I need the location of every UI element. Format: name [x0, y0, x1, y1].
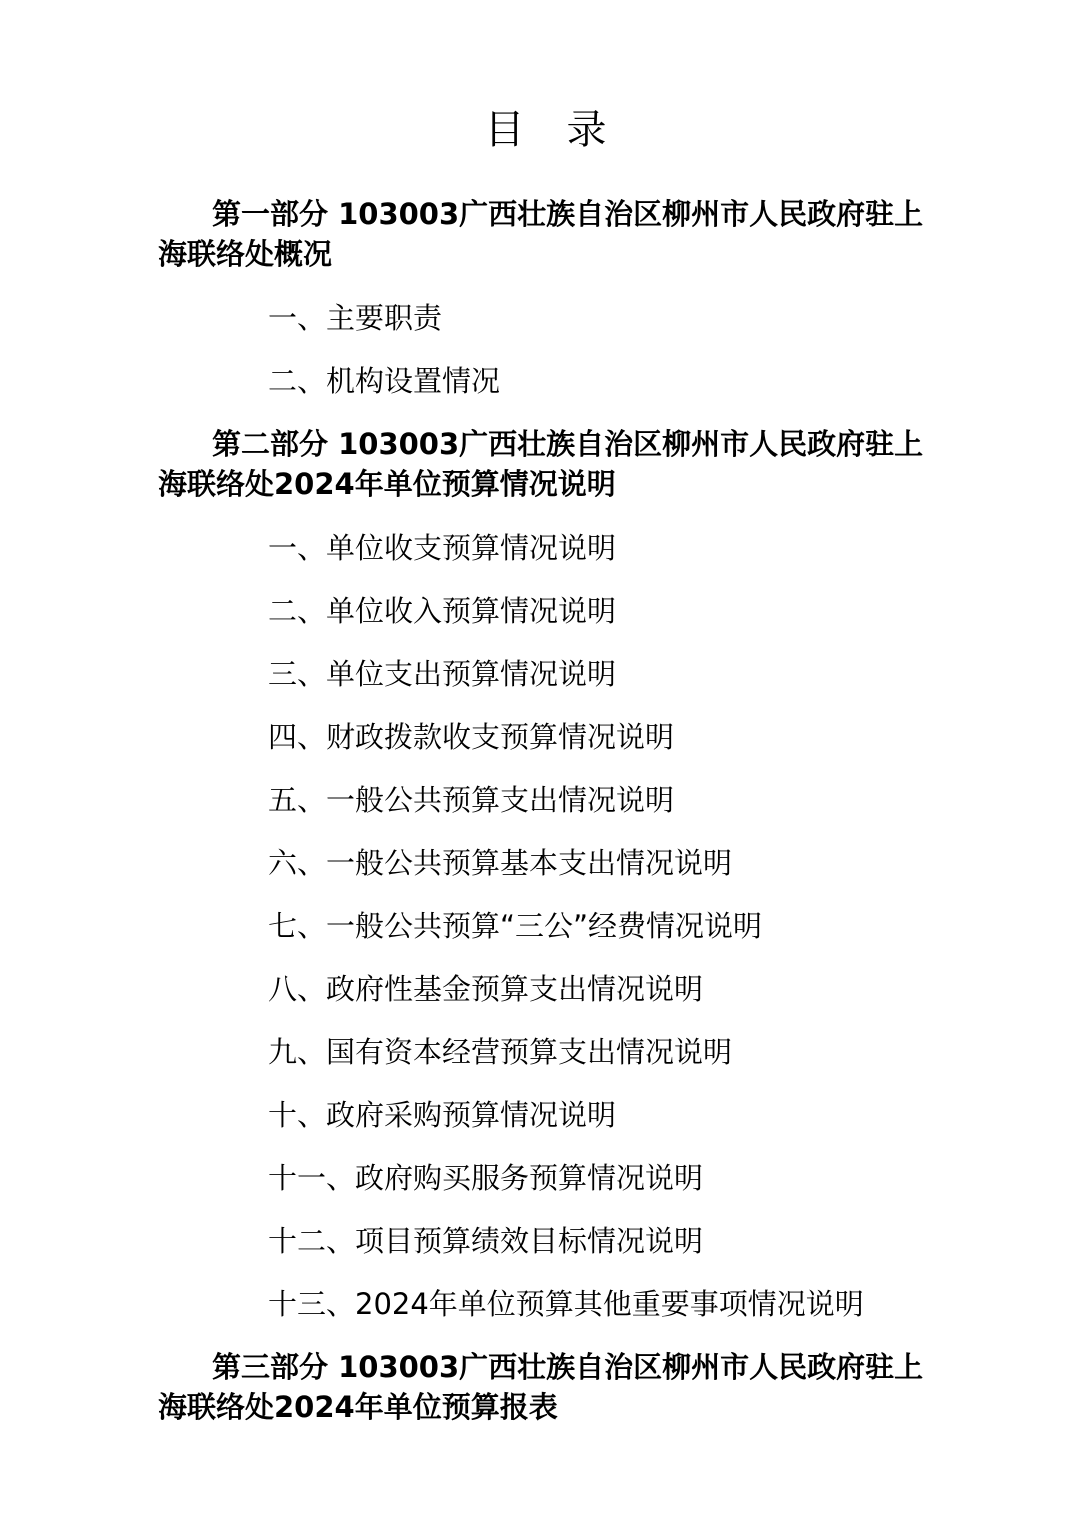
toc-item: 十一、政府购买服务预算情况说明 — [268, 1161, 704, 1195]
toc-item: 三、单位支出预算情况说明 — [268, 657, 617, 691]
section-3-heading: 第三部分 103003广西壮族自治区柳州市人民政府驻上海联络处2024年单位预算报表 — [158, 1350, 924, 1424]
toc-item: 二、机构设置情况 — [268, 364, 501, 398]
toc-item: 十、政府采购预算情况说明 — [268, 1098, 617, 1132]
section-1-heading: 第一部分 103003广西壮族自治区柳州市人民政府驻上海联络处概况 — [158, 197, 924, 271]
toc-item: 一、主要职责 — [268, 301, 443, 335]
toc-item: 五、一般公共预算支出情况说明 — [268, 783, 675, 817]
page-title: 目 录 — [484, 107, 608, 153]
toc-item: 十二、项目预算绩效目标情况说明 — [268, 1224, 704, 1258]
toc-item: 四、财政拨款收支预算情况说明 — [268, 720, 675, 754]
toc-item: 七、一般公共预算“三公”经费情况说明 — [268, 909, 763, 943]
toc-item: 九、国有资本经营预算支出情况说明 — [268, 1035, 733, 1069]
section-part-2 — [158, 424, 934, 1324]
toc-item: 十三、2024年单位预算其他重要事项情况说明 — [268, 1287, 864, 1321]
section-2-heading: 第二部分 103003广西壮族自治区柳州市人民政府驻上海联络处2024年单位预算情况说明 — [158, 427, 924, 501]
toc-item: 八、政府性基金预算支出情况说明 — [268, 972, 704, 1006]
section-part-3 — [158, 1347, 934, 1427]
toc-item: 二、单位收入预算情况说明 — [268, 594, 617, 628]
toc-item: 六、一般公共预算基本支出情况说明 — [268, 846, 733, 880]
section-part-1 — [158, 194, 934, 401]
toc-item: 一、单位收支预算情况说明 — [268, 531, 617, 565]
